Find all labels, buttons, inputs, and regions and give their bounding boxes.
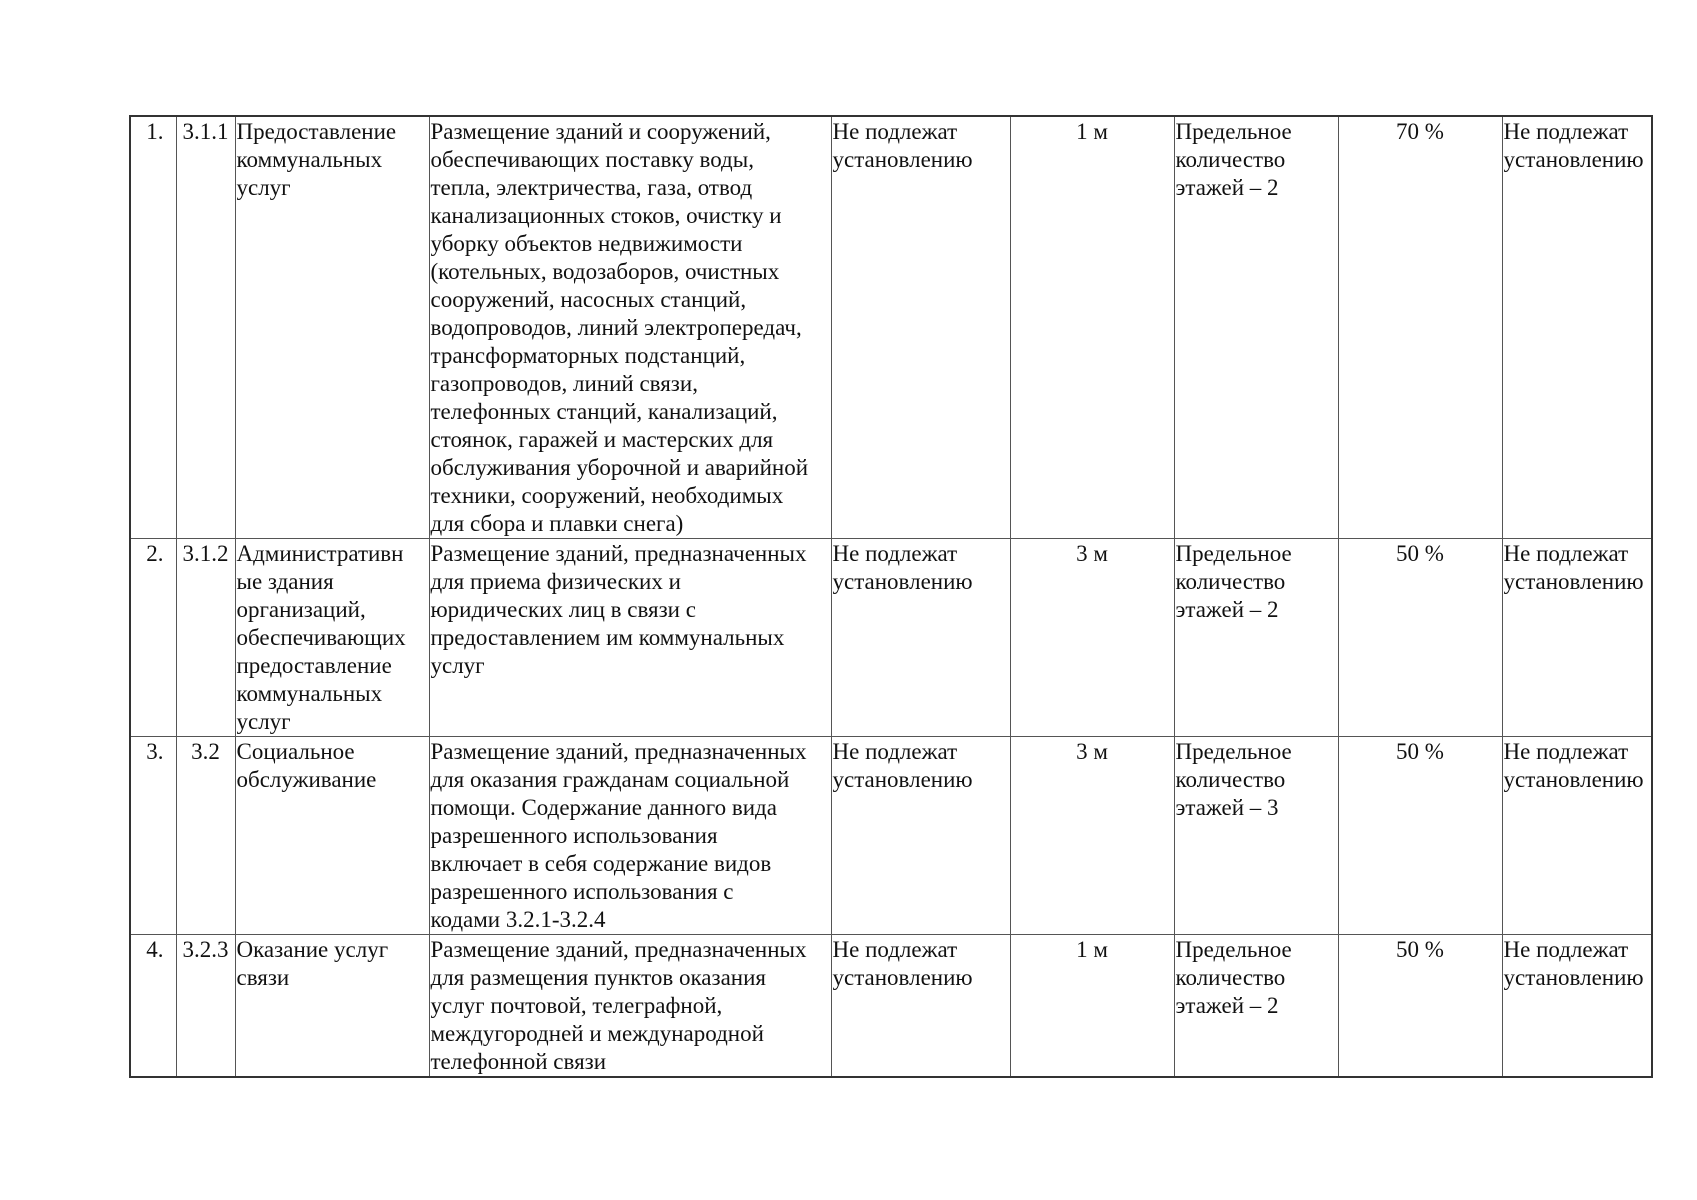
other-params-cell: Не подлежат установлению (1502, 539, 1652, 737)
use-name: Социальное обслуживание (235, 737, 429, 935)
row-number: 4. (130, 935, 176, 1078)
use-code: 3.2 (176, 737, 235, 935)
use-description: Размещение зданий, предназначенных для приема физических и юридических лиц в связи с предоставлением им коммунальных услуг (429, 539, 831, 737)
table-row (130, 935, 1652, 1078)
row-number: 3. (130, 737, 176, 935)
table-row (130, 737, 1652, 935)
use-code: 3.1.2 (176, 539, 235, 737)
land-use-table (129, 115, 1653, 1078)
other-params-cell: Не подлежат установлению (1502, 737, 1652, 935)
table-row (130, 116, 1652, 539)
use-name: Административн ые здания организаций, обеспечивающих предоставление коммунальных услуг (235, 539, 429, 737)
setback-cell: 3 м (1010, 539, 1174, 737)
coverage-cell: 70 % (1338, 116, 1502, 539)
floors-cell: Предельное количество этажей – 3 (1174, 737, 1338, 935)
use-code: 3.2.3 (176, 935, 235, 1078)
use-name: Предоставление коммунальных услуг (235, 116, 429, 539)
setback-cell: 3 м (1010, 737, 1174, 935)
use-name: Оказание услуг связи (235, 935, 429, 1078)
use-code: 3.1.1 (176, 116, 235, 539)
min-area-cell: Не подлежат установлению (831, 737, 1010, 935)
row-number: 2. (130, 539, 176, 737)
coverage-cell: 50 % (1338, 935, 1502, 1078)
other-params-cell: Не подлежат установлению (1502, 116, 1652, 539)
min-area-cell: Не подлежат установлению (831, 539, 1010, 737)
min-area-cell: Не подлежат установлению (831, 935, 1010, 1078)
setback-cell: 1 м (1010, 935, 1174, 1078)
use-description: Размещение зданий, предназначенных для оказания гражданам социальной помощи. Содержание данного вида разрешенного использования включает в себя содержание видов разрешенного использования с кодами 3.2.1-3.2.4 (429, 737, 831, 935)
setback-cell: 1 м (1010, 116, 1174, 539)
floors-cell: Предельное количество этажей – 2 (1174, 935, 1338, 1078)
floors-cell: Предельное количество этажей – 2 (1174, 116, 1338, 539)
other-params-cell: Не подлежат установлению (1502, 935, 1652, 1078)
row-number: 1. (130, 116, 176, 539)
coverage-cell: 50 % (1338, 737, 1502, 935)
coverage-cell: 50 % (1338, 539, 1502, 737)
use-description: Размещение зданий и сооружений, обеспечивающих поставку воды, тепла, электричества, газа, отвод канализационных стоков, очистку и уборку объектов недвижимости (котельных, водозаборов, очистных сооружений, насосных станций, водопроводов, линий электропередач, трансформаторных подстанций, газопроводов, линий связи, телефонных станций, канализаций, стоянок, гаражей и мастерских для обслуживания уборочной и аварийной техники, сооружений, необходимых для сбора и плавки снега) (429, 116, 831, 539)
use-description: Размещение зданий, предназначенных для размещения пунктов оказания услуг почтовой, телеграфной, междугородней и международной телефонной связи (429, 935, 831, 1078)
floors-cell: Предельное количество этажей – 2 (1174, 539, 1338, 737)
min-area-cell: Не подлежат установлению (831, 116, 1010, 539)
table-row (130, 539, 1652, 737)
